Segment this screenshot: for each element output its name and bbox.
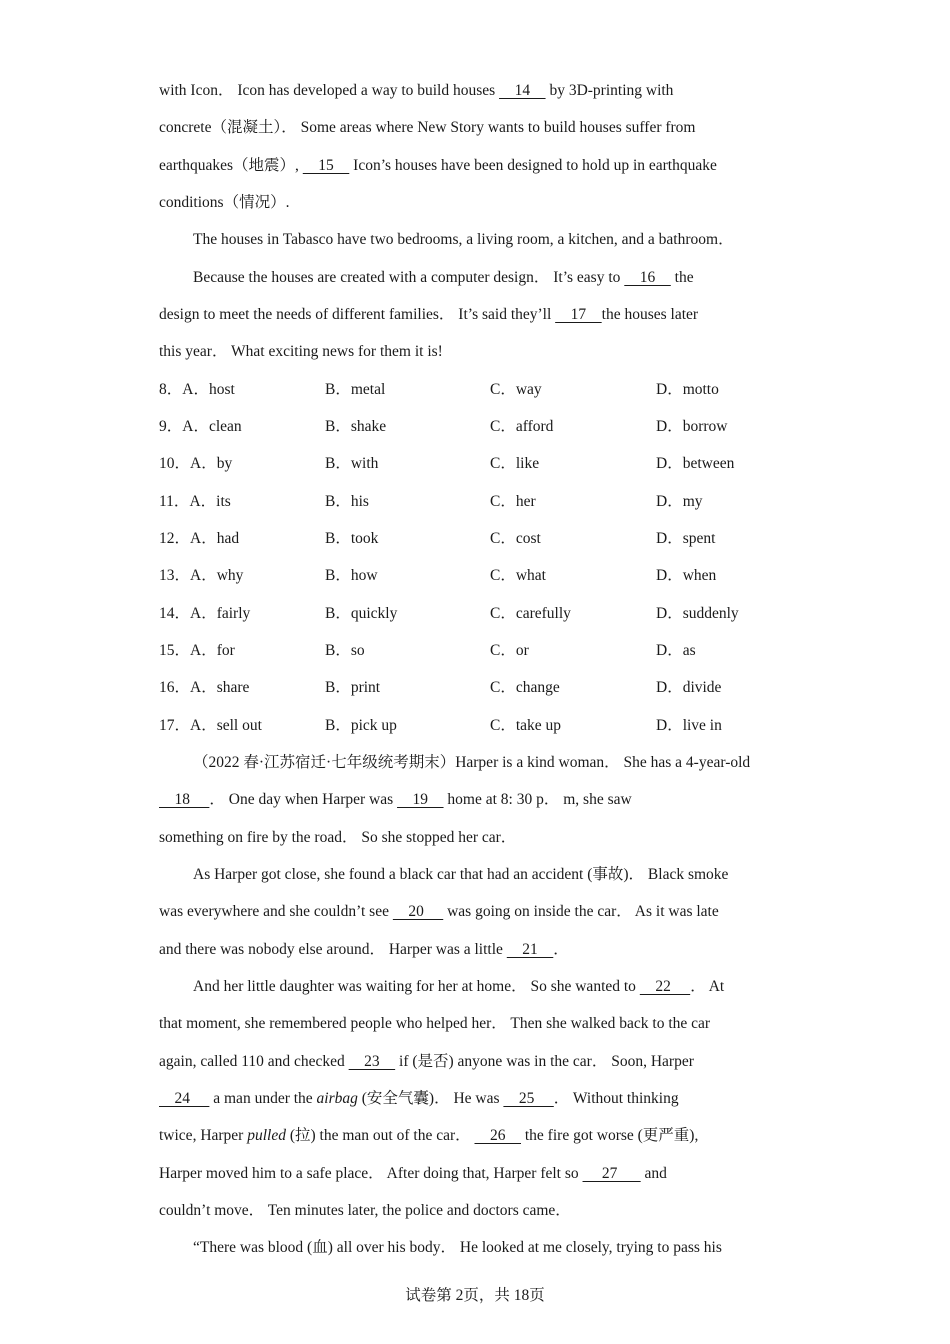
passage-line: Because the houses are created with a computer design． It’s easy to 16 the: [193, 269, 694, 286]
option-c[interactable]: C．her: [490, 493, 536, 510]
option-d[interactable]: D．borrow: [656, 418, 728, 435]
passage-line: “There was blood (血) all over his body． He looked at me closely, trying to pass his: [193, 1239, 722, 1256]
option-c[interactable]: C．like: [490, 455, 540, 472]
option-b[interactable]: B．his: [325, 493, 369, 510]
question-row: [159, 716, 799, 736]
option-b[interactable]: B．metal: [325, 381, 386, 398]
passage-line: concrete（混凝土）． Some areas where New Story wants to build houses suffer from: [159, 119, 696, 136]
passage-line: Harper moved him to a safe place． After doing that, Harper felt so 27 and: [159, 1165, 667, 1182]
question-row: [159, 678, 799, 698]
option-a[interactable]: 13．A．why: [159, 567, 244, 584]
option-d[interactable]: D．motto: [656, 381, 719, 398]
option-c[interactable]: C．way: [490, 381, 542, 398]
passage-line: 24 a man under the airbag (安全气囊)． He was 25 ． Without thinking: [159, 1090, 679, 1107]
passage-line: twice, Harper pulled (拉) the man out of the car． 26 the fire got worse (更严重),: [159, 1127, 699, 1144]
question-row: [159, 492, 799, 512]
answer-blank[interactable]: 14: [499, 82, 546, 99]
option-b[interactable]: B．how: [325, 567, 378, 584]
option-d[interactable]: D．live in: [656, 717, 722, 734]
answer-blank[interactable]: 25: [503, 1090, 554, 1107]
option-c[interactable]: C．change: [490, 679, 560, 696]
option-b[interactable]: B．pick up: [325, 717, 397, 734]
passage-line: design to meet the needs of different families． It’s said they’ll 17 the houses later: [159, 306, 699, 323]
question-row: [159, 454, 799, 474]
option-d[interactable]: D．suddenly: [656, 605, 739, 622]
question-row: [159, 417, 799, 437]
option-c[interactable]: C．cost: [490, 530, 541, 547]
passage-line: something on fire by the road． So she stopped her car．: [159, 829, 517, 846]
option-b[interactable]: B．with: [325, 455, 379, 472]
option-b[interactable]: B．shake: [325, 418, 387, 435]
option-a[interactable]: 10．A．by: [159, 455, 233, 472]
answer-blank[interactable]: 18: [159, 791, 210, 808]
option-a[interactable]: 12．A．had: [159, 530, 240, 547]
option-b[interactable]: B．print: [325, 679, 381, 696]
option-d[interactable]: D．between: [656, 455, 735, 472]
option-a[interactable]: 11．A．its: [159, 493, 231, 510]
passage-line: 18 ． One day when Harper was 19 home at 8: 30 p． m, she saw: [159, 791, 632, 808]
option-a[interactable]: 14．A．fairly: [159, 605, 251, 622]
option-c[interactable]: C．or: [490, 642, 529, 659]
passage-line: As Harper got close, she found a black car that had an accident (事故)． Black smoke: [193, 866, 729, 883]
option-b[interactable]: B．quickly: [325, 605, 398, 622]
question-row: [159, 641, 799, 661]
answer-blank[interactable]: 24: [159, 1090, 210, 1107]
option-a[interactable]: 16．A．share: [159, 679, 250, 696]
passage-line: conditions（情况）.: [159, 194, 290, 211]
answer-blank[interactable]: 21: [506, 941, 554, 958]
answer-blank[interactable]: 23: [348, 1053, 396, 1070]
option-a[interactable]: 15．A．for: [159, 642, 235, 659]
page-footer: 试卷第 2页，共 18页: [405, 1287, 545, 1304]
option-a[interactable]: 8．A．host: [159, 381, 235, 398]
option-c[interactable]: C．carefully: [490, 605, 571, 622]
option-a[interactable]: 9．A．clean: [159, 418, 242, 435]
passage-line: that moment, she remembered people who helped her． Then she walked back to the car: [159, 1015, 711, 1032]
option-a[interactable]: 17．A．sell out: [159, 717, 262, 734]
option-d[interactable]: D．when: [656, 567, 717, 584]
option-d[interactable]: D．as: [656, 642, 696, 659]
option-d[interactable]: D．spent: [656, 530, 716, 547]
answer-blank[interactable]: 26: [474, 1127, 521, 1144]
passage-line: again, called 110 and checked 23 if (是否) anyone was in the car． Soon, Harper: [159, 1053, 694, 1070]
passage-line: （2022 春·江苏宿迁·七年级统考期末）Harper is a kind woman． She has a 4-year-old: [193, 754, 751, 771]
answer-blank[interactable]: 27: [582, 1165, 641, 1182]
passage-line: The houses in Tabasco have two bedrooms, a living room, a kitchen, and a bathroom．: [193, 231, 734, 248]
answer-blank[interactable]: 22: [639, 978, 691, 995]
passage-line: this year． What exciting news for them it is!: [159, 343, 443, 360]
passage-line: couldn’t move． Ten minutes later, the police and doctors came．: [159, 1202, 571, 1219]
option-c[interactable]: C．afford: [490, 418, 554, 435]
question-row: [159, 566, 799, 586]
answer-blank[interactable]: 15: [302, 157, 350, 174]
option-d[interactable]: D．divide: [656, 679, 722, 696]
passage-line: and there was nobody else around． Harper was a little 21 ．: [159, 941, 569, 958]
answer-blank[interactable]: 16: [624, 269, 671, 286]
question-row: [159, 604, 799, 624]
passage-line: earthquakes（地震）, 15 Icon’s houses have been designed to hold up in earthquake: [159, 157, 717, 174]
option-b[interactable]: B．took: [325, 530, 379, 547]
answer-blank[interactable]: 17: [555, 306, 602, 323]
option-c[interactable]: C．take up: [490, 717, 562, 734]
question-row: [159, 380, 799, 400]
option-b[interactable]: B．so: [325, 642, 365, 659]
option-c[interactable]: C．what: [490, 567, 546, 584]
passage-line: And her little daughter was waiting for her at home． So she wanted to 22 ． At: [193, 978, 725, 995]
answer-blank[interactable]: 20: [392, 903, 444, 920]
question-row: [159, 529, 799, 549]
answer-blank[interactable]: 19: [397, 791, 444, 808]
passage-line: was everywhere and she couldn’t see 20 was going on inside the car． As it was late: [159, 903, 719, 920]
passage-line: with Icon． Icon has developed a way to build houses 14 by 3D-printing with: [159, 82, 674, 99]
option-d[interactable]: D．my: [656, 493, 703, 510]
